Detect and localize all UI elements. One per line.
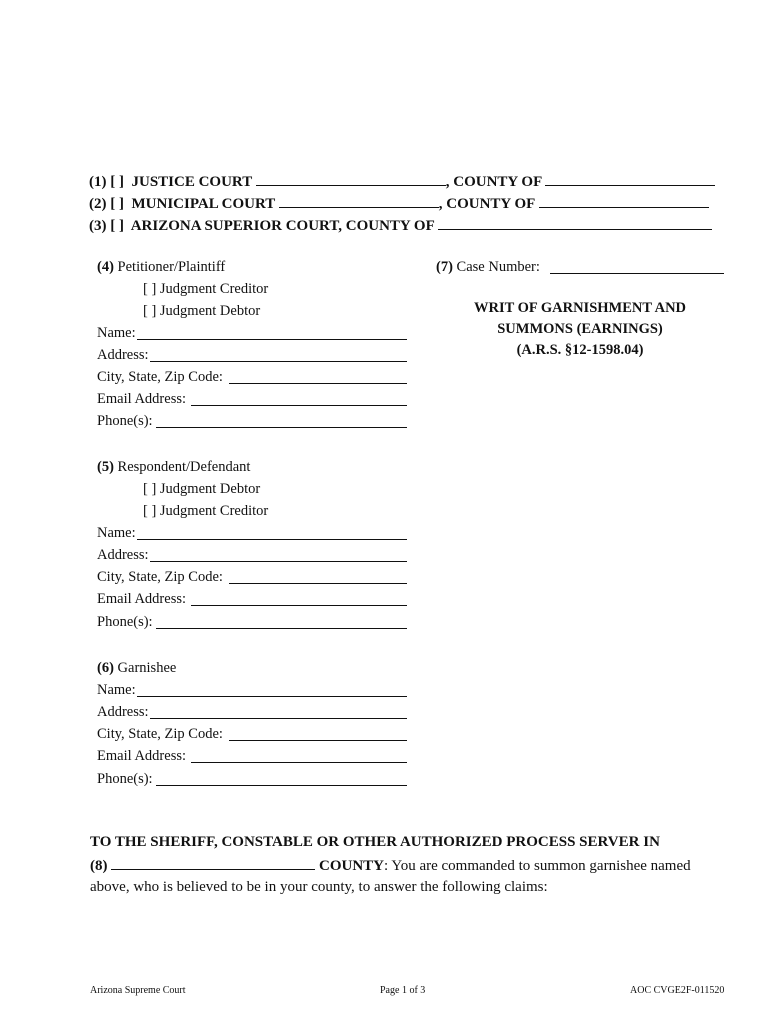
- footer-page-number: Page 1 of 3: [380, 985, 426, 996]
- section-number: (7): [436, 259, 453, 275]
- superior-county-line[interactable]: [438, 215, 712, 230]
- respondent-phone-label: Phone(s):: [97, 614, 153, 630]
- judgment-debtor-checkbox[interactable]: [ ] Judgment Debtor: [143, 303, 261, 319]
- county-label: COUNTY: [319, 858, 385, 874]
- option-number: (2): [89, 196, 107, 212]
- petitioner-label: Petitioner/Plaintiff: [117, 259, 226, 275]
- municipal-court-name-line[interactable]: [279, 193, 439, 208]
- garnishee-label: Garnishee: [117, 660, 177, 676]
- superior-court-label: ARIZONA SUPERIOR COURT, COUNTY OF: [130, 218, 435, 234]
- superior-court-checkbox[interactable]: [ ]: [110, 218, 124, 234]
- court-option-justice: [89, 171, 715, 191]
- summons-heading: TO THE SHERIFF, CONSTABLE OR OTHER AUTHORIZED PROCESS SERVER IN: [90, 834, 660, 850]
- respondent-city-field[interactable]: [229, 583, 407, 584]
- petitioner-address-label: Address:: [97, 347, 149, 363]
- petitioner-name-label: Name:: [97, 325, 136, 341]
- section-number: (4): [97, 259, 114, 275]
- garnishee-name-label: Name:: [97, 682, 136, 698]
- justice-court-label: JUSTICE COURT: [131, 174, 252, 190]
- judgment-creditor-checkbox[interactable]: [ ] Judgment Creditor: [143, 503, 269, 519]
- garnishee-email-label: Email Address:: [97, 748, 187, 764]
- respondent-email-label: Email Address:: [97, 591, 187, 607]
- garnishee-address-field[interactable]: [150, 718, 407, 719]
- footer-court-name: Arizona Supreme Court: [90, 985, 186, 996]
- case-number-row: [436, 258, 540, 276]
- respondent-name-label: Name:: [97, 525, 136, 541]
- writ-title-line3: (A.R.S. §12-1598.04): [516, 342, 644, 358]
- case-number-label: Case Number:: [456, 259, 540, 275]
- petitioner-city-field[interactable]: [229, 383, 407, 384]
- judgment-creditor-checkbox[interactable]: [ ] Judgment Creditor: [143, 281, 269, 297]
- county-of-label: , COUNTY OF: [438, 196, 535, 212]
- petitioner-name-field[interactable]: [137, 339, 407, 340]
- summons-county-field[interactable]: [111, 855, 315, 870]
- justice-county-line[interactable]: [545, 171, 715, 186]
- option-number: (3): [89, 218, 107, 234]
- justice-court-checkbox[interactable]: [ ]: [110, 174, 124, 190]
- court-option-superior: [89, 215, 712, 235]
- respondent-name-field[interactable]: [137, 539, 407, 540]
- summons-county-line: [90, 855, 691, 875]
- respondent-address-label: Address:: [97, 547, 149, 563]
- garnishee-city-label: City, State, Zip Code:: [97, 726, 223, 742]
- garnishee-heading: [97, 659, 176, 677]
- respondent-address-field[interactable]: [150, 561, 407, 562]
- respondent-city-label: City, State, Zip Code:: [97, 569, 223, 585]
- garnishee-address-label: Address:: [97, 704, 149, 720]
- garnishee-email-field[interactable]: [191, 762, 407, 763]
- municipal-county-line[interactable]: [539, 193, 709, 208]
- petitioner-phone-label: Phone(s):: [97, 413, 153, 429]
- county-of-label: , COUNTY OF: [445, 174, 542, 190]
- petitioner-email-field[interactable]: [191, 405, 407, 406]
- respondent-phone-field[interactable]: [156, 628, 407, 629]
- respondent-label: Respondent/Defendant: [117, 459, 251, 475]
- section-number: (8): [90, 858, 108, 874]
- writ-title-line2: SUMMONS (EARNINGS): [497, 321, 663, 337]
- justice-court-name-line[interactable]: [256, 171, 446, 186]
- case-number-field[interactable]: [550, 273, 724, 274]
- section-number: (6): [97, 660, 114, 676]
- summons-text-continued: above, who is believed to be in your county, to answer the following claims:: [90, 879, 548, 895]
- garnishee-phone-label: Phone(s):: [97, 771, 153, 787]
- section-number: (5): [97, 459, 114, 475]
- petitioner-email-label: Email Address:: [97, 391, 187, 407]
- garnishee-phone-field[interactable]: [156, 785, 407, 786]
- petitioner-city-label: City, State, Zip Code:: [97, 369, 223, 385]
- petitioner-address-field[interactable]: [150, 361, 407, 362]
- footer-form-code: AOC CVGE2F-011520: [630, 985, 725, 996]
- respondent-heading: [97, 458, 250, 476]
- court-option-municipal: [89, 193, 709, 213]
- municipal-court-label: MUNICIPAL COURT: [131, 196, 276, 212]
- summons-text: : You are commanded to summon garnishee named: [384, 858, 691, 874]
- writ-title-line1: WRIT OF GARNISHMENT AND: [473, 300, 687, 316]
- municipal-court-checkbox[interactable]: [ ]: [110, 196, 124, 212]
- petitioner-heading: [97, 258, 225, 276]
- garnishee-name-field[interactable]: [137, 696, 407, 697]
- garnishee-city-field[interactable]: [229, 740, 407, 741]
- option-number: (1): [89, 174, 107, 190]
- petitioner-phone-field[interactable]: [156, 427, 407, 428]
- judgment-debtor-checkbox[interactable]: [ ] Judgment Debtor: [143, 481, 261, 497]
- respondent-email-field[interactable]: [191, 605, 407, 606]
